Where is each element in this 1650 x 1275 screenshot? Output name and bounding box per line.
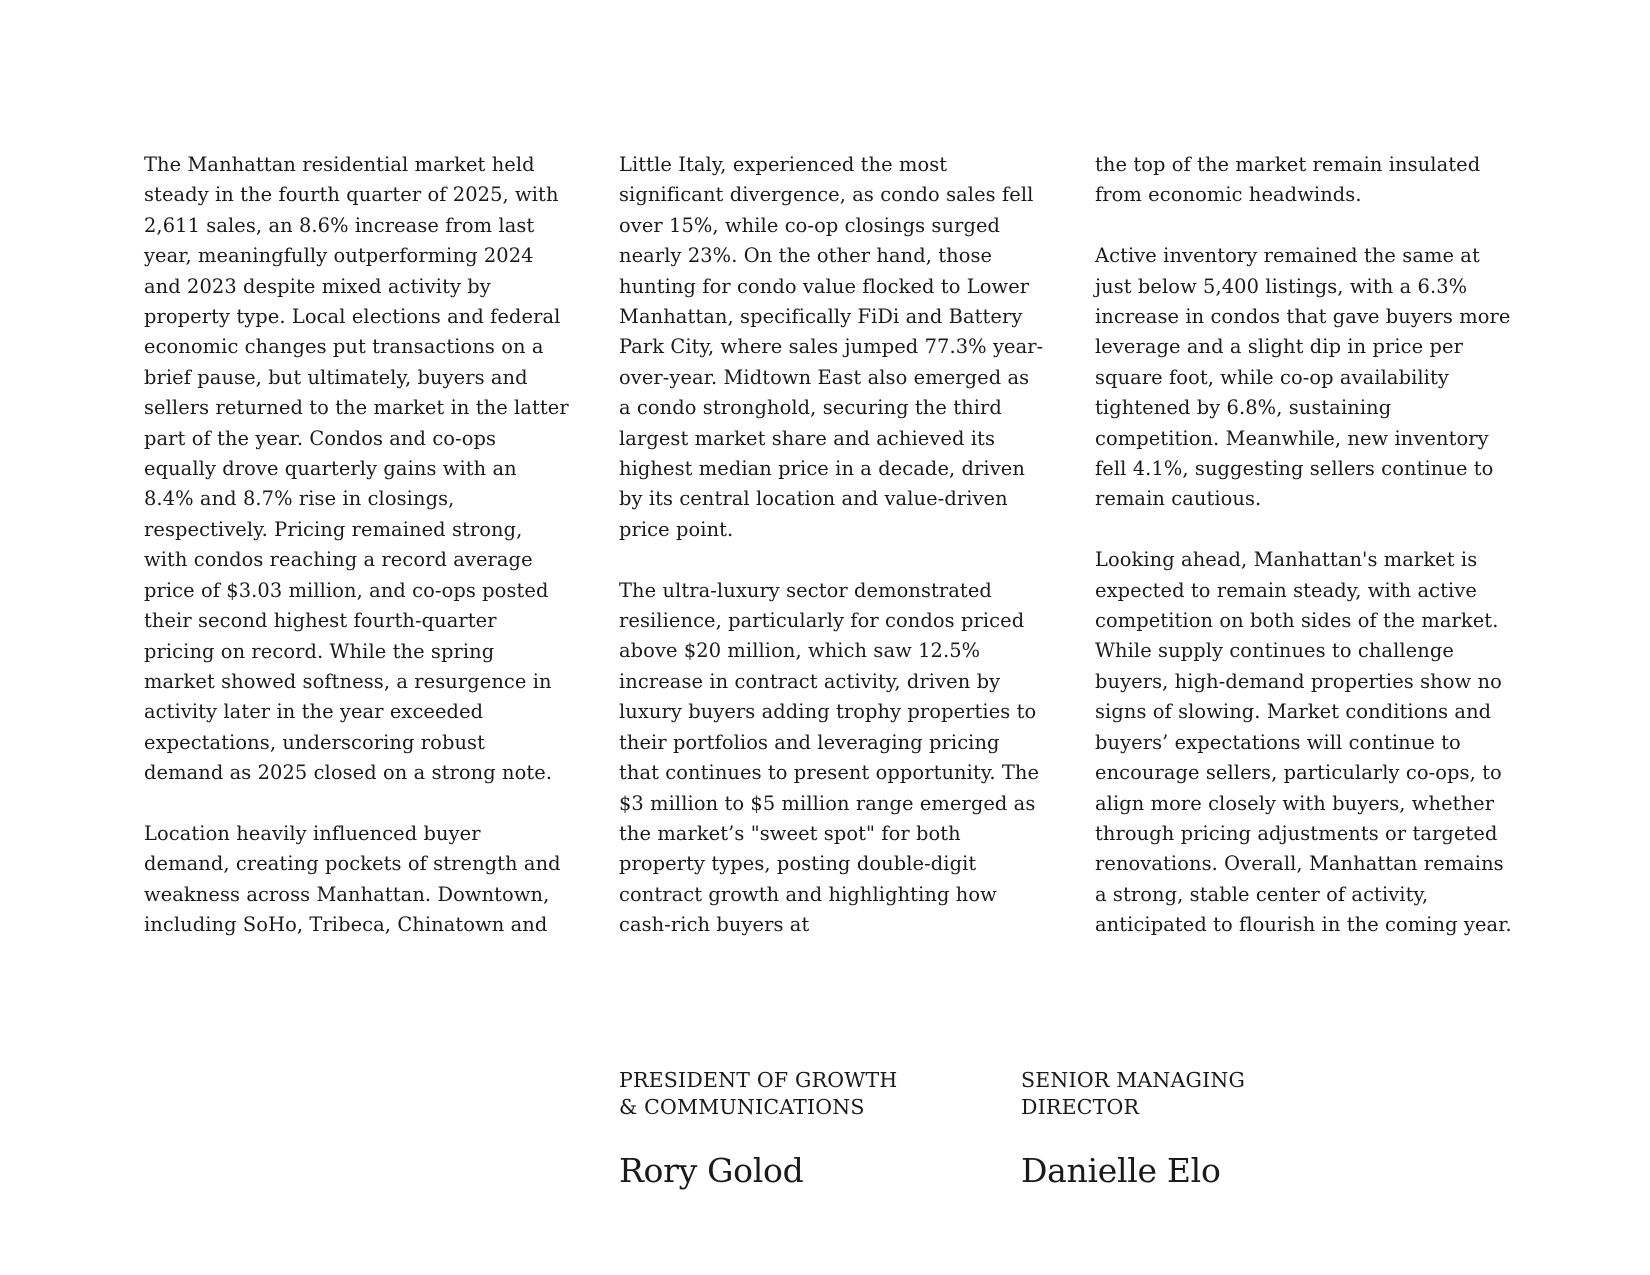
paragraph: Active inventory remained the same at just below 5,400 listings, with a 6.3% increase in condos that gave buyers more leverage and a slight dip in price per square foot, while co-op availability tightened by 6.8%, sustaining competition. Meanwhile, new inventory fell 4.1%, suggesting sellers continue to remain cautious. [1095,244,1511,511]
text-column-3 [1095,150,1520,941]
paragraph: Location heavily influenced buyer demand, creating pockets of strength and weakness across Manhattan. Downtown, including SoHo, Tribeca, Chinatown and [144,821,561,937]
paragraph: Looking ahead, Manhattan's market is expected to remain steady, with active competition on both sides of the market. While supply continues to challenge buyers, high-demand properties show no signs of slowing. Market conditions and buyers’ expectations will continue to encourage sellers, particularly co-ops, to align more closely with buyers, whether through pricing adjustments or targeted renovations. Overall, Manhattan remains a strong, stable center of activity, anticipated to flourish in the coming year. [1095,548,1512,937]
paragraph: Little Italy, experienced the most significant divergence, as condo sales fell over 15%, while co-op closings surged nearly 23%. On the other hand, those hunting for condo value flocked to Lower Manhattan, specifically FiDi and Battery Park City, where sales jumped 77.3% year-over-year. Midtown East also emerged as a condo stronghold, securing the third largest market share and achieved its highest median price in a decade, driven by its central location and value-driven price point. [619,153,1044,541]
text-column-2 [619,150,1044,941]
signature-block-director [1021,1067,1341,1191]
signatory-name: Danielle Elo [1021,1151,1221,1190]
paragraph: The Manhattan residential market held steady in the fourth quarter of 2025, with 2,611 sales, an 8.6% increase from last year, meaningfully outperforming 2024 and 2023 despite mixed activity by property type. Local elections and federal economic changes put transactions on a brief pause, but ultimately, buyers and sellers returned to the market in the latter part of the year. Condos and co-ops equally drove quarterly gains with an 8.4% and 8.7% rise in closings, respectively. Pricing remained strong, with condos reaching a record average price of $3.03 million, and co-ops posted their second highest fourth-quarter pricing on record. While the spring market showed softness, a resurgence in activity later in the year exceeded expectations, underscoring robust demand as 2025 closed on a strong note. [144,153,569,785]
paragraph: the top of the market remain insulated from economic headwinds. [1095,153,1481,207]
paragraph: The ultra-luxury sector demonstrated resilience, particularly for condos priced above $20 million, which saw 12.5% increase in contract activity, driven by luxury buyers adding trophy properties to their portfolios and leveraging pricing that continues to present opportunity. The $3 million to $5 million range emerged as the market’s "sweet spot" for both property types, posting double-digit contract growth and highlighting how cash-rich buyers at [619,578,1040,937]
signatory-name: Rory Golod [619,1151,804,1190]
signature-block-president [619,1067,939,1191]
text-column-1 [144,150,569,941]
signatory-title: PRESIDENT OF GROWTH & COMMUNICATIONS [619,1068,898,1119]
signatory-title: SENIOR MANAGING DIRECTOR [1021,1068,1246,1119]
